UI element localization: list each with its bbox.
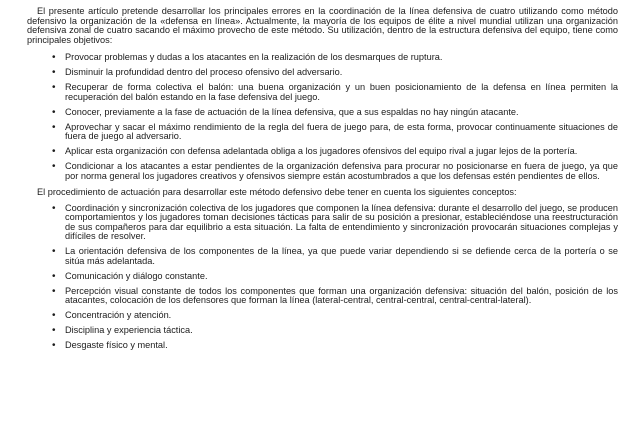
bullet-icon: • [52,121,56,133]
list-item-text: Percepción visual constante de todos los componentes que forman una organización defensiva: situación del balón, posición de los atacantes, colocación de los defensores que forman la línea (lateral-central, central-central, central-central-lateral). [65,285,618,306]
list-item-text: Concentración y atención. [65,310,172,321]
list-item-text: Aplicar esta organización con defensa adelantada obliga a los jugadores ofensivos del equipo rival a jugar lejos de la portería. [65,146,578,157]
bullet-icon: • [52,52,56,64]
list-item [27,341,618,351]
list-item [27,247,618,266]
bullet-icon: • [52,160,56,172]
list-item-text: Conocer, previamente a la fase de actuación de la línea defensiva, que a sus espaldas no hay ningún atacante. [65,106,519,117]
list-item [27,68,618,78]
bullet-icon: • [52,340,56,351]
bullet-icon: • [52,310,56,322]
list-item [27,108,618,118]
list-item-text: Coordinación y sincronización colectiva de los jugadores que componen la línea defensiva: durante el desarrollo del juego, se producen comportamientos y los jugadores toman decisiones tácticas para salir de su posición a presionar, estableciéndose una reestructuración de sus compañeros para dar equilibrio a esta situación. La falta de entendimiento y sincronización provocarán situaciones complejas y difíciles de resolver. [65,202,618,242]
bullet-icon: • [52,202,56,214]
list-item [27,326,618,336]
list-item [27,162,618,181]
list-item [27,272,618,282]
bullet-icon: • [52,82,56,94]
concepts-list [27,204,618,351]
list-item-text: Recuperar de forma colectiva el balón: una buena organización y un buen posicionamiento de la defensa en línea permiten la recuperación del balón estando en la fase defensiva del juego. [65,82,618,102]
bullet-icon: • [52,285,56,297]
list-item [27,204,618,242]
bullet-icon: • [52,246,56,258]
list-item-text: Comunicación y diálogo constante. [65,270,208,281]
bullet-icon: • [52,270,56,282]
list-item-text: Disminuir la profundidad dentro del proceso ofensivo del adversario. [65,67,343,78]
list-item-text: La orientación defensiva de los componentes de la línea, ya que puede variar dependiendo si se defiende cerca de la portería o se sitúa más adelantada. [65,246,618,266]
list-item [27,123,618,142]
list-item [27,287,618,306]
list-item-text: Desgaste físico y mental. [65,340,168,350]
bullet-icon: • [52,106,56,118]
bullet-icon: • [52,325,56,337]
list-item [27,83,618,102]
list-item-text: Provocar problemas y dudas a los atacantes en la realización de los desmarques de ruptura. [65,52,443,63]
intro-paragraph: El presente artículo pretende desarrollar los principales errores en la coordinación de la línea defensiva de cuatro utilizando como método defensivo la organización de la «defensa en línea». Actualmente, la mayoría de los equipos de élite a nivel mundial utilizan una organización defensiva zonal de cuatro sacando el máximo provecho de este método. Su utilización, dentro de la estructura defensiva del equipo, tiene como principales objetivos: [27,6,618,45]
list-item [27,311,618,321]
objectives-list [27,53,618,181]
list-item-text: Aprovechar y sacar el máximo rendimiento de la regla del fuera de juego para, de esta forma, provocar continuamente situaciones de fuera de juego al adversario. [65,121,618,142]
bullet-icon: • [52,146,56,158]
list-item [27,53,618,63]
list-item-text: Condicionar a los atacantes a estar pendientes de la organización defensiva para procurar no posicionarse en fuera de juego, ya que por norma general los jugadores creativos y ofensivos siempre están acostumbrados a que los defensas estén pendientes de ellos. [65,160,618,181]
list-item-text: Disciplina y experiencia táctica. [65,325,193,336]
list-item [27,147,618,157]
bullet-icon: • [52,67,56,79]
procedure-paragraph: El procedimiento de actuación para desarrollar este método defensivo debe tener en cuenta los siguientes conceptos: [37,187,517,198]
